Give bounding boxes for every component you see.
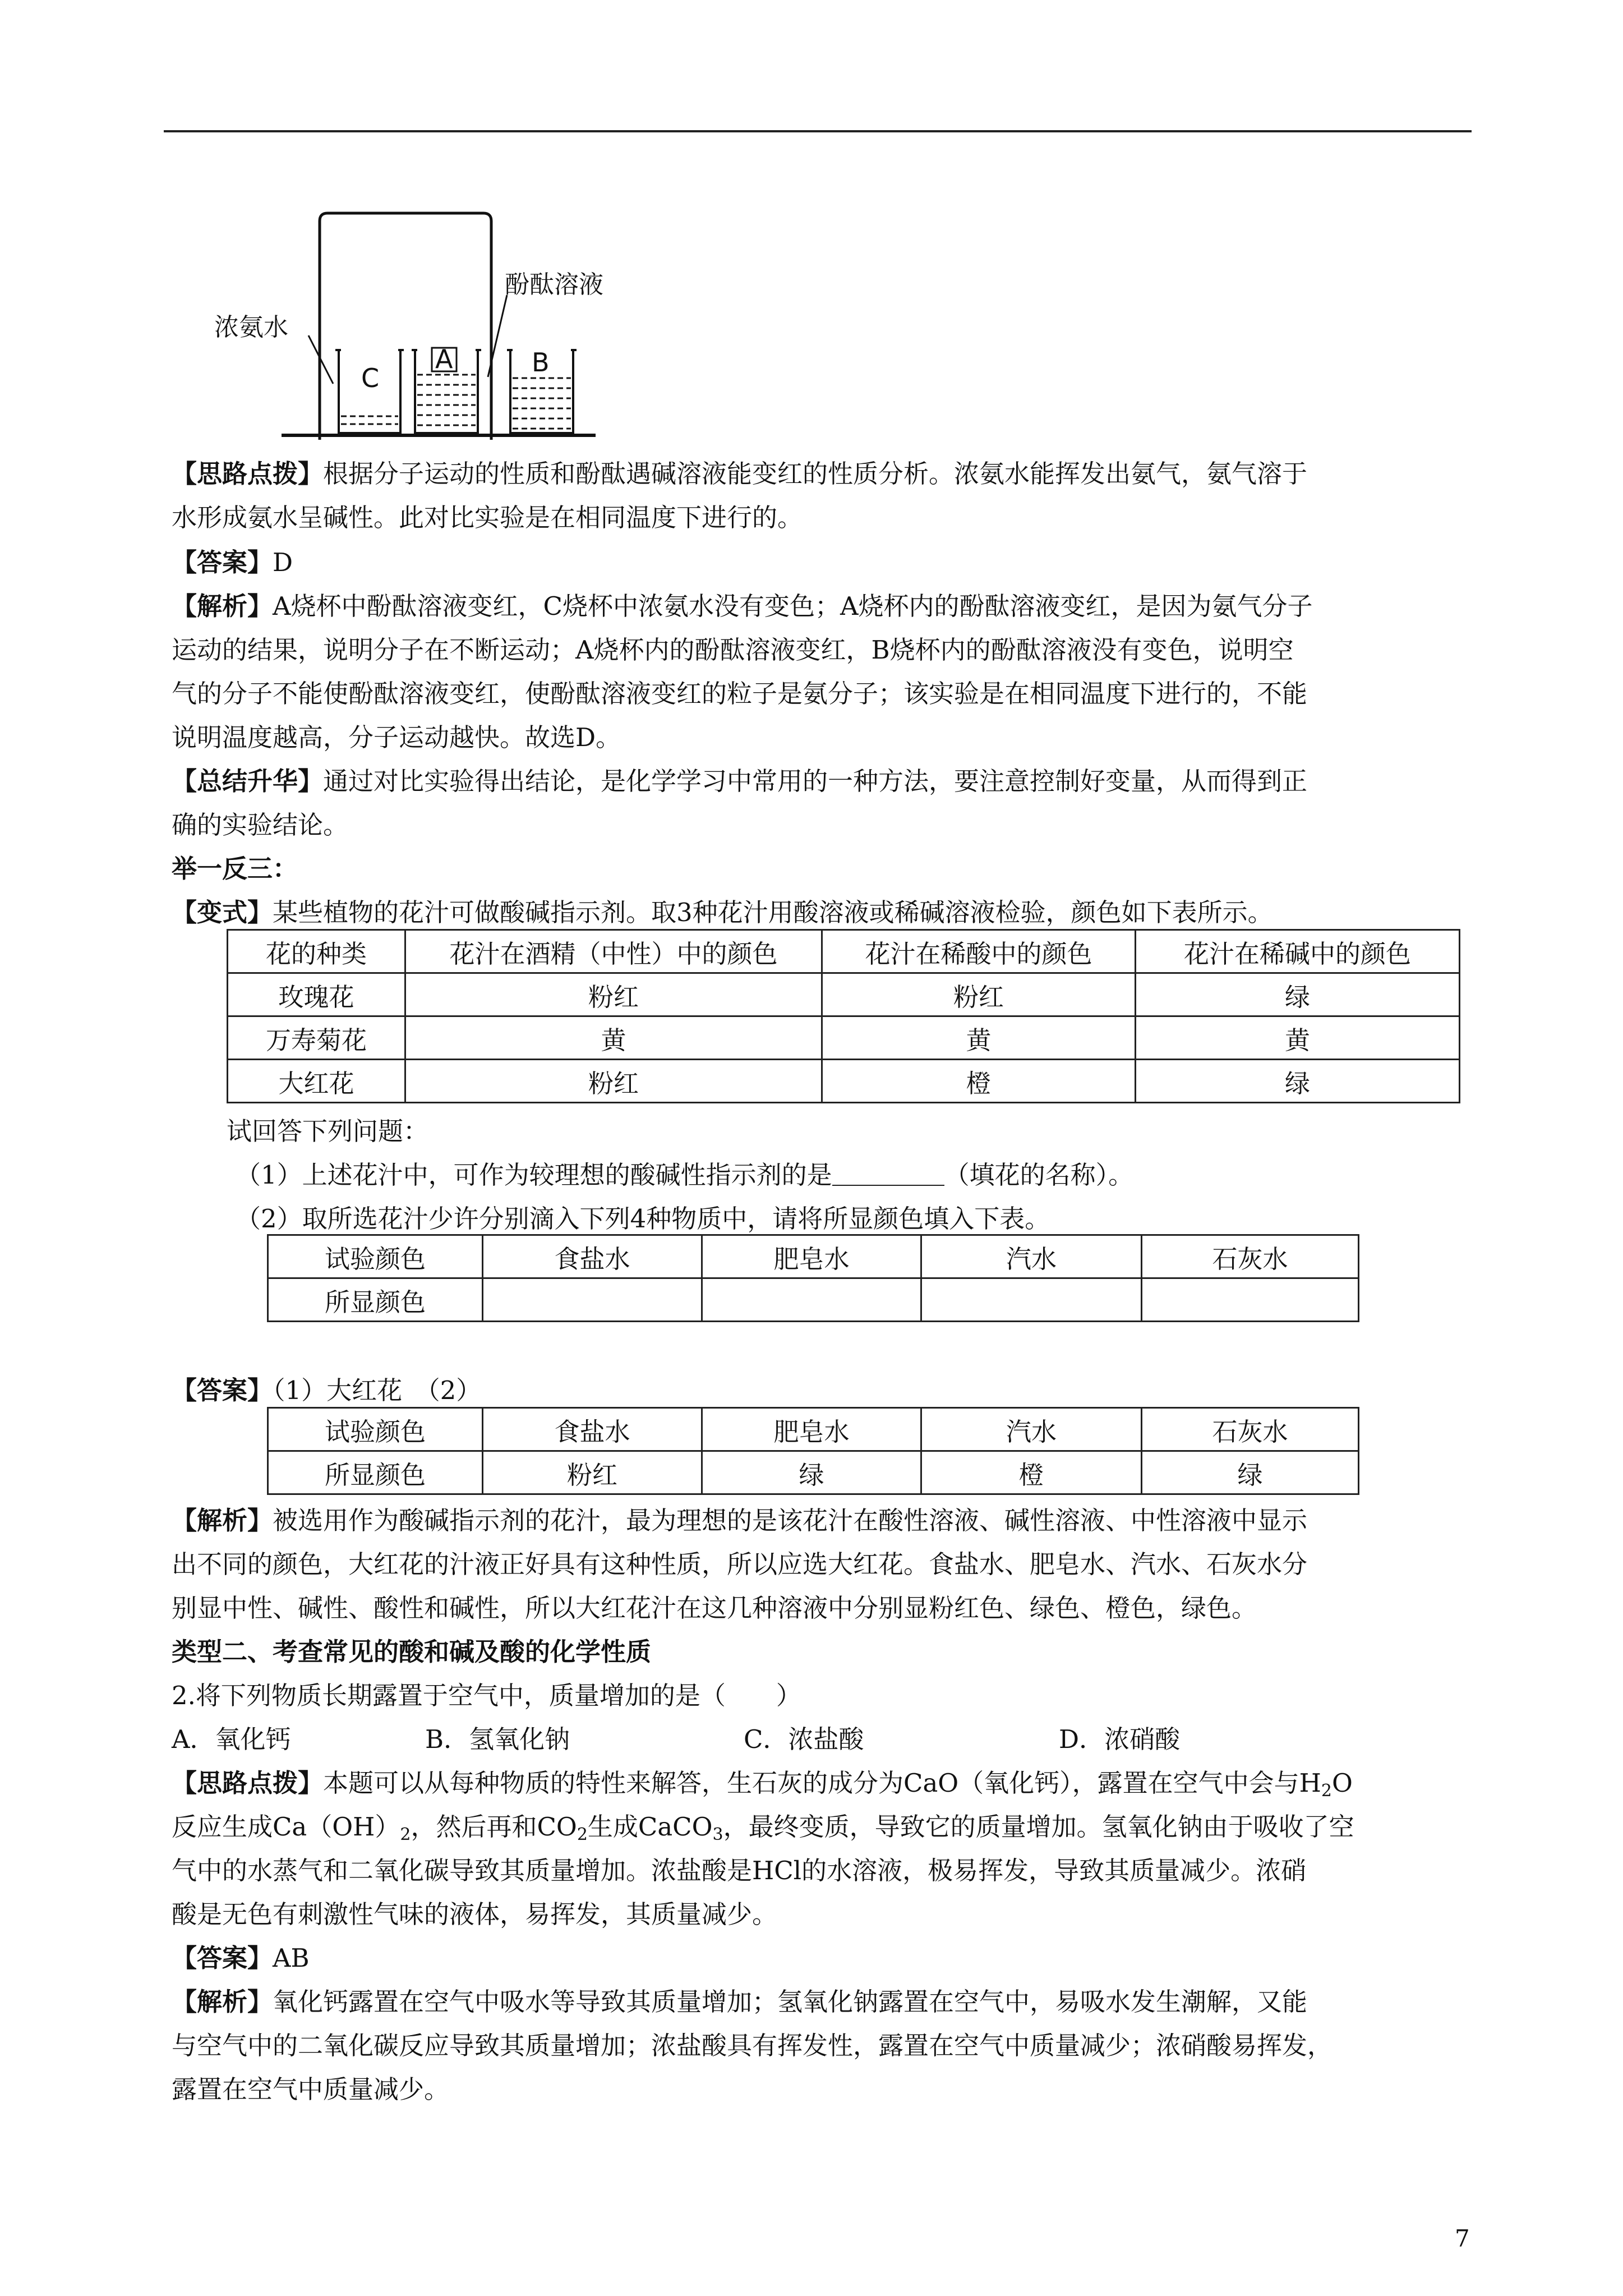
table-cell: 绿 <box>1142 1451 1359 1494</box>
answer-color-table <box>267 1407 1359 1495</box>
section-heading-practice: 举一反三： <box>172 854 298 884</box>
summary-line-2: 确的实验结论。 <box>172 810 349 840</box>
beaker-b-label: B <box>532 347 550 378</box>
table-cell: 石灰水 <box>1142 1235 1359 1278</box>
table-cell: 花汁在稀碱中的颜色 <box>1136 930 1460 973</box>
hint-tag: 【思路点拨】 <box>172 459 324 489</box>
table-cell: 粉红 <box>405 973 822 1016</box>
table-row <box>228 973 1460 1016</box>
phenolphthalein-label: 酚酞溶液 <box>505 270 603 299</box>
table-header-row <box>228 930 1460 973</box>
table-cell: 试验颜色 <box>268 1235 483 1278</box>
table-cell: 粉红 <box>405 1060 822 1103</box>
table-cell: 食盐水 <box>483 1408 702 1451</box>
question-1: （1）上述花汁中，可作为较理想的酸碱性指示剂的是 （填花的名称）。 <box>236 1160 1134 1190</box>
explanation-3-line-2: 与空气中的二氧化碳反应导致其质量增加；浓盐酸具有挥发性，露置在空气中质量减少；浓硝酸易挥发， <box>172 2031 1333 2060</box>
question-2: （2）取所选花汁少许分别滴入下列4种物质中，请将所显颜色填入下表。 <box>236 1204 1050 1234</box>
beaker-a-label: A <box>435 344 453 374</box>
page-number: 7 <box>1455 2225 1470 2252</box>
table-cell: 肥皂水 <box>702 1408 921 1451</box>
table-row <box>268 1278 1359 1322</box>
hint-line-2: 水形成氨水呈碱性。此对比实验是在相同温度下进行的。 <box>172 503 803 532</box>
answer-blank <box>832 1162 944 1186</box>
table-cell: 黄 <box>1136 1016 1460 1060</box>
table-cell: 黄 <box>822 1016 1136 1060</box>
header-rule <box>164 130 1472 132</box>
option-c: C．浓盐酸 <box>744 1724 864 1754</box>
ammonia-label: 浓氨水 <box>214 313 288 342</box>
answer-3: 【答案】AB <box>172 1943 310 1973</box>
table-row <box>228 1016 1460 1060</box>
table-cell <box>1142 1278 1359 1322</box>
explanation-2: 【解析】被选用作为酸碱指示剂的花汁，最为理想的是该花汁在酸性溶液、碱性溶液、中性溶液中显示 <box>172 1506 1308 1535</box>
table-cell: 所显颜色 <box>268 1451 483 1494</box>
table-cell: 玫瑰花 <box>228 973 405 1016</box>
hint-paragraph-2: 【思路点拨】本题可以从每种物质的特性来解答，生石灰的成分为CaO（氧化钙），露置在空气中会与$H_2O$ <box>172 1768 1353 1801</box>
explanation-2-line-2: 出不同的颜色，大红花的汁液正好具有这种性质，所以应选大红花。食盐水、肥皂水、汽水、石灰水分 <box>172 1549 1308 1579</box>
table-row <box>268 1235 1359 1278</box>
hint-paragraph-1: 【思路点拨】根据分子运动的性质和酚酞遇碱溶液能变红的性质分析。浓氨水能挥发出氨气，氨气溶于 <box>172 459 1308 489</box>
section-heading-type-2: 类型二、考查常见的酸和碱及酸的化学性质 <box>172 1637 652 1667</box>
table-row <box>268 1451 1359 1494</box>
table-cell: 粉红 <box>483 1451 702 1494</box>
table-cell: 石灰水 <box>1142 1408 1359 1451</box>
answer-1: 【答案】D <box>172 547 293 577</box>
explanation-1-line-4: 说明温度越高，分子运动越快。故选D。 <box>172 723 621 752</box>
flower-color-table <box>227 929 1460 1103</box>
beaker-c-label: C <box>361 363 380 393</box>
table-cell: 橙 <box>822 1060 1136 1103</box>
table-cell: 汽水 <box>921 1408 1142 1451</box>
table-cell: 黄 <box>405 1016 822 1060</box>
table-cell: 花汁在稀酸中的颜色 <box>822 930 1136 973</box>
hint-2-line-4: 酸是无色有刺激性气味的液体，易挥发，其质量减少。 <box>172 1899 778 1929</box>
option-a: A．氧化钙 <box>172 1724 291 1754</box>
table-cell: 肥皂水 <box>702 1235 921 1278</box>
table-cell: 绿 <box>1136 973 1460 1016</box>
test-color-table <box>267 1234 1359 1322</box>
hint-2-line-3: 气中的水蒸气和二氧化碳导致其质量增加。浓盐酸是HCl的水溶液，极易挥发，导致其质量减少。浓硝 <box>172 1856 1307 1885</box>
table-cell: 粉红 <box>822 973 1136 1016</box>
explanation-3-line-3: 露置在空气中质量减少。 <box>172 2074 450 2104</box>
table-cell: 绿 <box>1136 1060 1460 1103</box>
option-b: B．氢氧化钠 <box>425 1724 570 1754</box>
explanation-2-line-3: 别显中性、碱性、酸性和碱性，所以大红花汁在这几种溶液中分别显粉红色、绿色、橙色，绿色。 <box>172 1593 1257 1623</box>
explanation-1-line-3: 气的分子不能使酚酞溶液变红，使酚酞溶液变红的粒子是氨分子；该实验是在相同温度下进行的，不能 <box>172 679 1308 708</box>
table-cell: 绿 <box>702 1451 921 1494</box>
question-intro: 试回答下列问题： <box>227 1116 429 1146</box>
variant-question: 【变式】某些植物的花汁可做酸碱指示剂。取3种花汁用酸溶液或稀碱溶液检验，颜色如下表所示。 <box>172 898 1273 927</box>
table-cell: 花汁在酒精（中性）中的颜色 <box>405 930 822 973</box>
question-3: 2.将下列物质长期露置于空气中，质量增加的是（ ） <box>172 1681 801 1710</box>
table-cell: 所显颜色 <box>268 1278 483 1322</box>
table-row <box>228 1060 1460 1103</box>
option-d: D．浓硝酸 <box>1059 1724 1181 1754</box>
explanation-1-line-2: 运动的结果，说明分子在不断运动；A烧杯内的酚酞溶液变红，B烧杯内的酚酞溶液没有变色，说明空 <box>172 635 1294 665</box>
experiment-figure <box>214 209 640 440</box>
table-cell: 汽水 <box>921 1235 1142 1278</box>
explanation-3: 【解析】氧化钙露置在空气中吸水等导致其质量增加；氢氧化钠露置在空气中，易吸水发生潮解，又能 <box>172 1987 1308 2017</box>
table-cell: 食盐水 <box>483 1235 702 1278</box>
table-cell: 橙 <box>921 1451 1142 1494</box>
table-cell: 试验颜色 <box>268 1408 483 1451</box>
table-cell: 大红花 <box>228 1060 405 1103</box>
explanation-1: 【解析】A烧杯中酚酞溶液变红，C烧杯中浓氨水没有变色；A烧杯内的酚酞溶液变红，是因为氨气分子 <box>172 591 1313 621</box>
summary-paragraph: 【总结升华】通过对比实验得出结论，是化学学习中常用的一种方法，要注意控制好变量，从而得到正 <box>172 766 1308 796</box>
hint-2-line-2: 反应生成$Ca(OH)_2$，然后再和$CO_2$生成CaCO$_3$，最终变质，导致它的质量增加。氢氧化钠由于吸收了空 <box>172 1812 1354 1844</box>
table-cell <box>702 1278 921 1322</box>
table-cell: 万寿菊花 <box>228 1016 405 1060</box>
table-cell <box>921 1278 1142 1322</box>
table-row <box>268 1408 1359 1451</box>
answer-2: 【答案】（1）大红花 （2） <box>172 1375 482 1405</box>
table-cell <box>483 1278 702 1322</box>
table-cell: 花的种类 <box>228 930 405 973</box>
